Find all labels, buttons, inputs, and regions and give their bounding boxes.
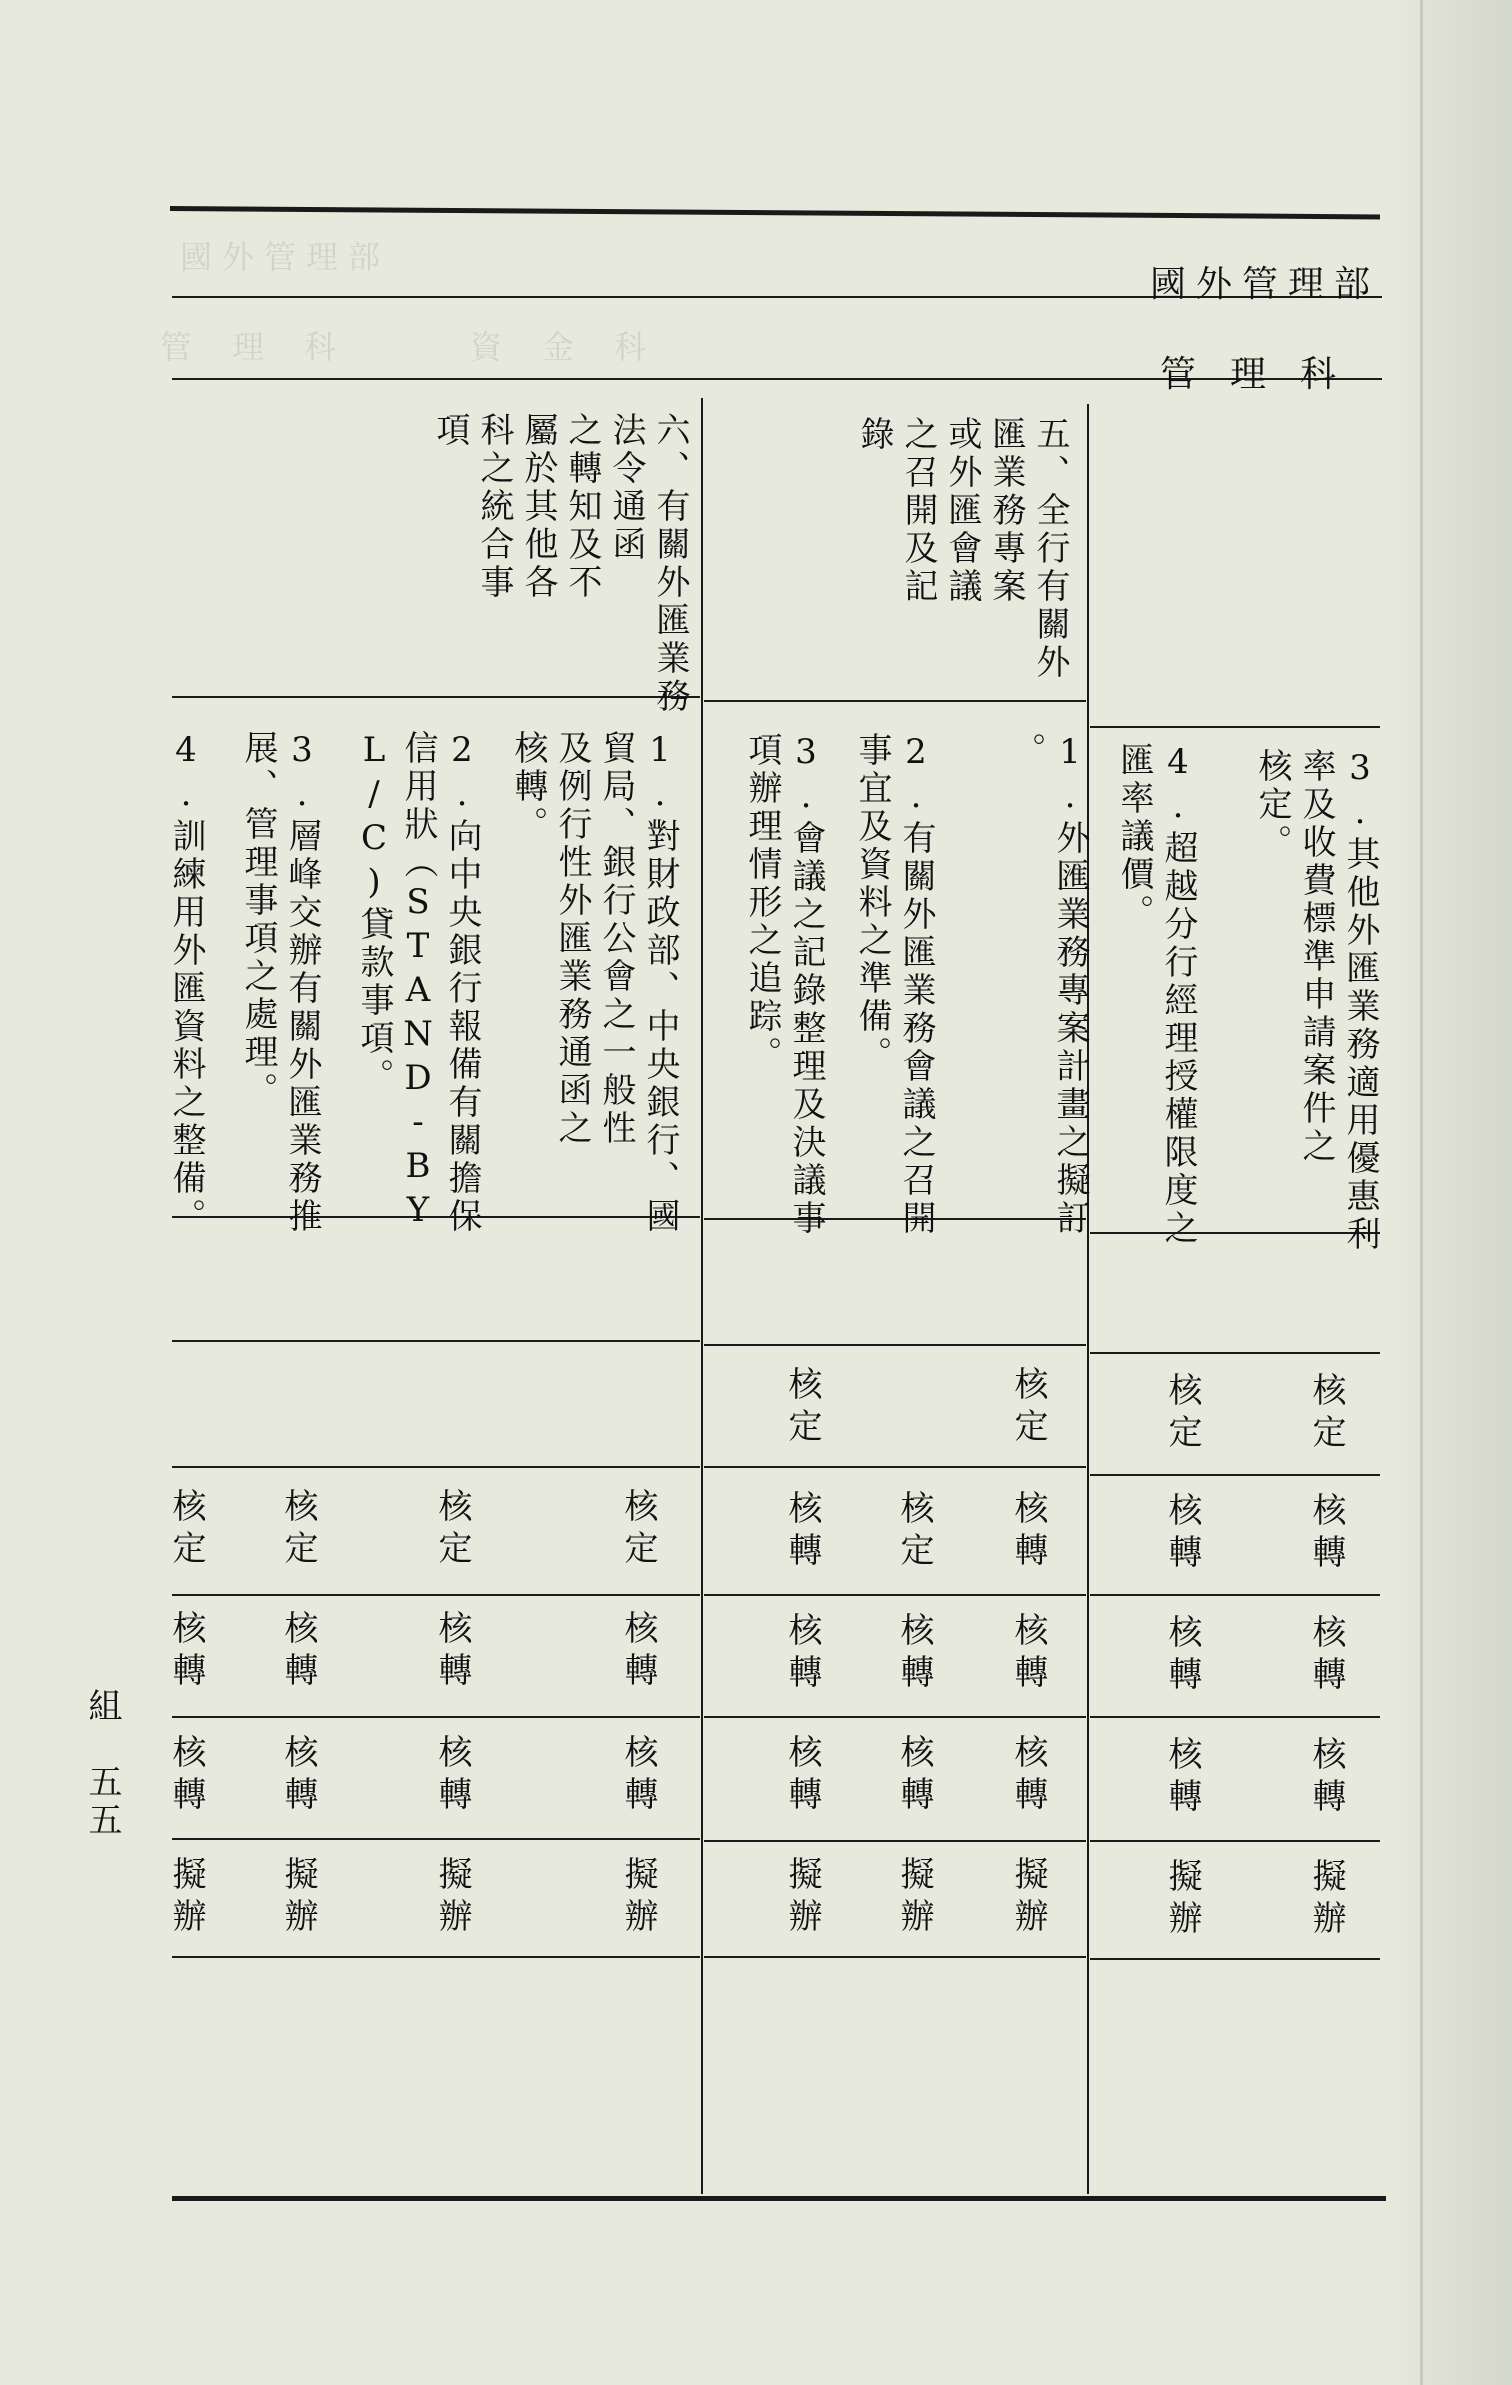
item-e3-text: 3.其他外匯業務適用優惠利 率及收費標準申請案件之 核定。 [1252,748,1380,1254]
auth-6-3-approve: 核定 [278,1488,318,1572]
auth-6-1-forward-2: 核轉 [618,1734,658,1818]
section-6-title: 六、有關外匯業務 法令通函 之轉知及不 屬於其他各 科之統合事 項 [430,412,690,716]
group-marker: 組 [82,1688,122,1726]
auth-e3-forward-3: 核轉 [1306,1736,1346,1820]
auth-6-2-approve: 核定 [432,1488,472,1572]
auth-6-3-forward-1: 核轉 [278,1610,318,1694]
column-divider-right [1087,404,1089,2194]
auth-5-3-forward-3: 核轉 [782,1734,822,1818]
item-6-1-text: 1.對財政部、中央銀行、國 貿局、銀行公會之一般性 及例行性外匯業務通函之 核轉。 [508,730,680,1236]
auth-6-3-forward-2: 核轉 [278,1734,318,1818]
auth-6-2-draft: 擬辦 [432,1856,472,1940]
page-fold [1420,0,1423,2385]
auth-6-1-approve: 核定 [618,1488,658,1572]
auth-5-3-forward-1: 核轉 [782,1490,822,1574]
auth-5-2-forward-1: 核轉 [894,1612,934,1696]
item-5-2-text: 2.有關外匯業務會議之召開 事宜及資料之準備。 [852,732,936,1238]
auth-6-2-forward-1: 核轉 [432,1610,472,1694]
rule-l-6 [172,1838,700,1840]
rule-r-after-title [1090,726,1380,728]
section-5-title: 五、全行有關外 匯業務專案 或外匯會議 之召開及記 錄 [854,416,1070,682]
rule-l-2 [172,1340,700,1342]
auth-6-4-approve: 核定 [166,1488,206,1572]
rule-r-3 [1090,1474,1380,1476]
rule-r-7 [1090,1958,1380,1960]
auth-5-1-approve: 核定 [1008,1366,1048,1450]
auth-5-1-forward-3: 核轉 [1008,1734,1048,1818]
rule-m-7 [704,1956,1086,1958]
auth-6-1-draft: 擬辦 [618,1856,658,1940]
auth-e3-approve: 核定 [1306,1372,1346,1456]
ghost-section-a: 資金科 [470,328,687,366]
auth-e4-draft: 擬辦 [1162,1858,1202,1942]
auth-6-4-draft: 擬辦 [166,1856,206,1940]
page-edge-shadow [1392,0,1512,2385]
auth-5-3-draft: 擬辦 [782,1856,822,1940]
rule-l-3 [172,1466,700,1468]
rule-r-2 [1090,1352,1380,1354]
auth-6-4-forward-1: 核轉 [166,1610,206,1694]
rule-m-after-title [704,700,1086,702]
rule-l-4 [172,1594,700,1596]
rule-m-6 [704,1840,1086,1842]
rule-r-6 [1090,1840,1380,1842]
auth-5-3-forward-2: 核轉 [782,1612,822,1696]
rule-m-5 [704,1716,1086,1718]
department-header: 國外管理部 [1150,264,1381,305]
auth-5-2-draft: 擬辦 [894,1856,934,1940]
rule-r-5 [1090,1716,1380,1718]
top-thick-rule [170,206,1380,219]
rule-l-7 [172,1956,700,1958]
ghost-section-b: 管理科 [160,328,377,366]
auth-5-2-forward-2: 核轉 [894,1734,934,1818]
ghost-department: 國外管理部 [180,238,391,276]
auth-5-1-forward-2: 核轉 [1008,1612,1048,1696]
section-header: 管理科 [1160,354,1371,395]
auth-e4-forward-2: 核轉 [1162,1614,1202,1698]
auth-6-3-draft: 擬辦 [278,1856,318,1940]
item-6-2-text: 2.向中央銀行報備有關擔保 信用狀（STAND-BY L/C)貸款事項。 [354,730,482,1236]
page-number: 五五 [82,1764,122,1840]
auth-e3-forward-2: 核轉 [1306,1614,1346,1698]
auth-e4-forward-1: 核轉 [1162,1492,1202,1576]
auth-e4-forward-3: 核轉 [1162,1736,1202,1820]
rule-r-4 [1090,1594,1380,1596]
item-5-3-text: 3.會議之記錄整理及決議事 項辦理情形之追踪。 [742,732,826,1238]
auth-6-2-forward-2: 核轉 [432,1734,472,1818]
auth-5-3-approve: 核定 [782,1366,822,1450]
item-e4-text: 4.超越分行經理授權限度之 匯率議價。 [1114,742,1198,1248]
auth-5-2-approve: 核定 [894,1490,934,1574]
item-6-3-text: 3.層峰交辦有關外匯業務推 展、管理事項之處理。 [238,730,322,1236]
auth-6-1-forward-1: 核轉 [618,1610,658,1694]
auth-5-1-draft: 擬辦 [1008,1856,1048,1940]
rule-l-5 [172,1716,700,1718]
rule-m-2 [704,1344,1086,1346]
item-6-4-text: 4.訓練用外匯資料之整備。 [166,730,206,1236]
auth-e3-draft: 擬辦 [1306,1858,1346,1942]
auth-e3-forward-1: 核轉 [1306,1492,1346,1576]
auth-6-4-forward-2: 核轉 [166,1734,206,1818]
column-divider-left [701,398,703,2194]
auth-e4-approve: 核定 [1162,1372,1202,1456]
auth-5-1-forward-1: 核轉 [1008,1490,1048,1574]
bottom-thick-rule [172,2196,1386,2201]
rule-m-4 [704,1594,1086,1596]
item-5-1-text: 1.外匯業務專案計畫之擬訂 。 [1006,732,1090,1238]
rule-m-3 [704,1466,1086,1468]
